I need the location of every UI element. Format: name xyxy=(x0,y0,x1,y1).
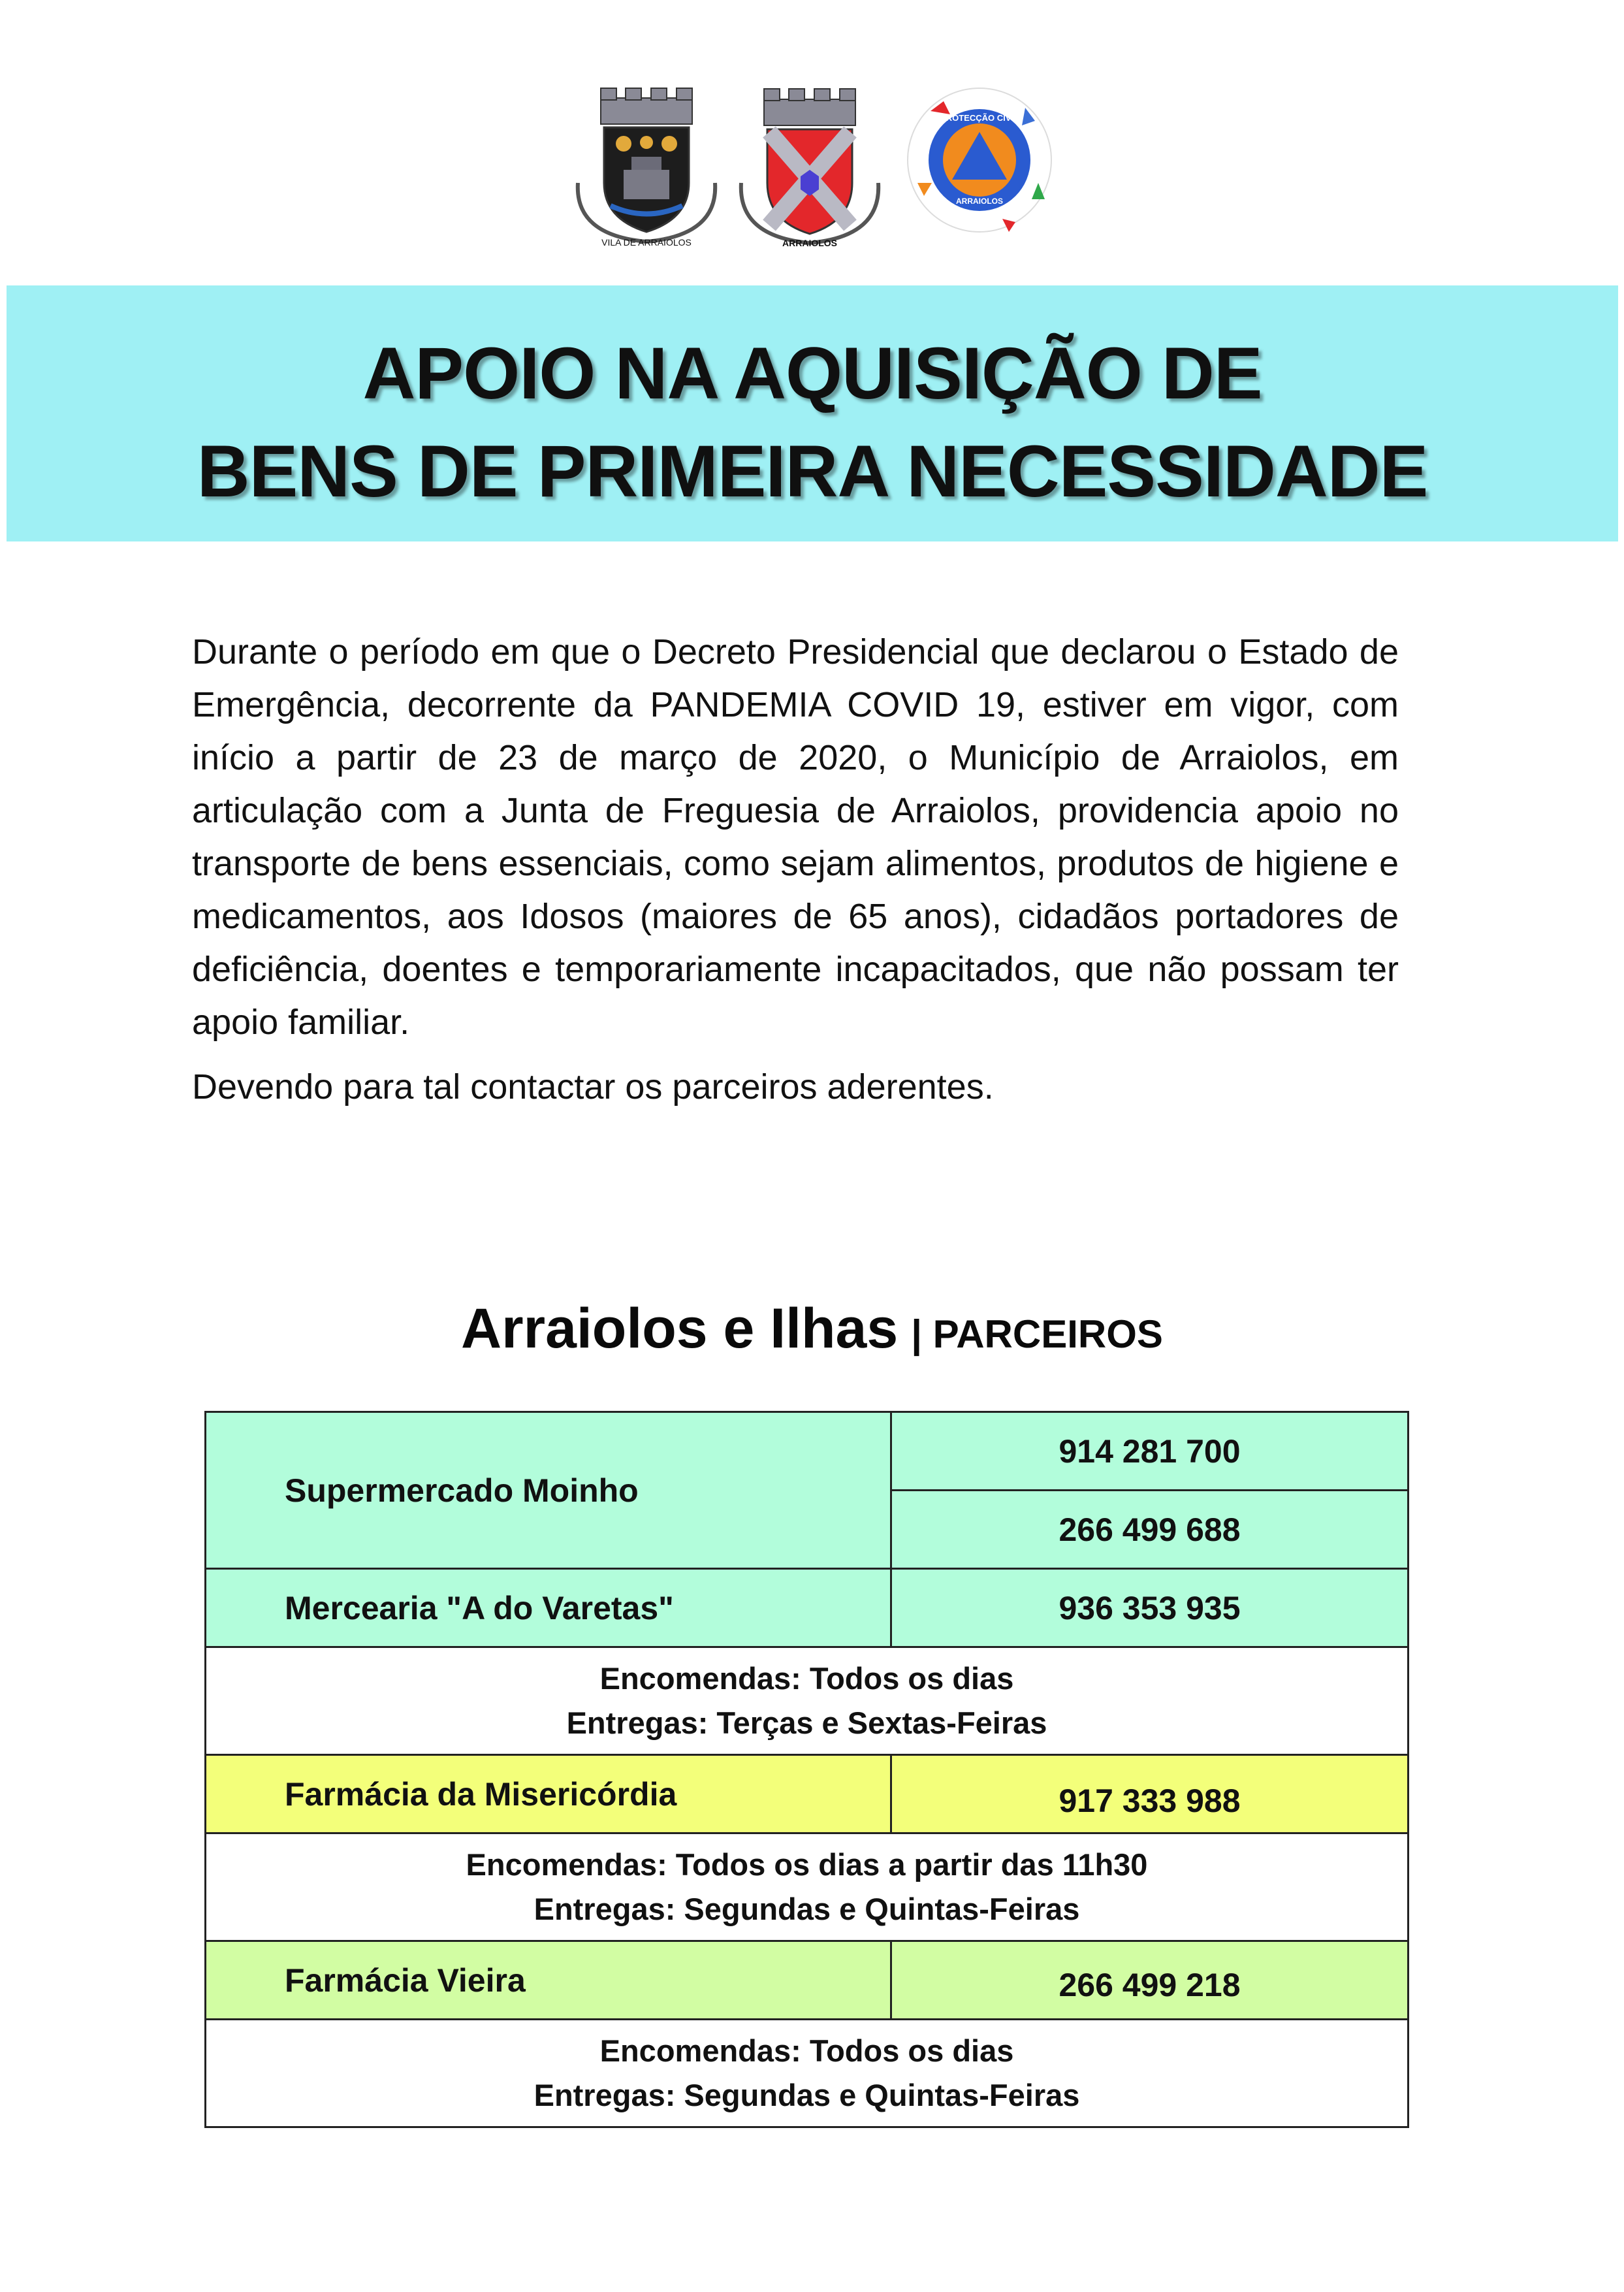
logo1-ribbon-text: VILA DE ARRAIOLOS xyxy=(601,237,692,248)
partner-name-supermercado-moinho: Supermercado Moinho xyxy=(204,1411,892,1570)
deliveries-info-1: Entregas: Terças e Sextas-Feiras xyxy=(566,1705,1047,1740)
section-subtitle: | PARCEIROS xyxy=(911,1312,1163,1356)
deliveries-info-3: Entregas: Segundas e Quintas-Feiras xyxy=(533,2078,1080,2112)
banner-title-line-1: APOIO NA AQUISIÇÃO DE xyxy=(362,332,1262,414)
logo3-bottom-text: ARRAIOLOS xyxy=(956,197,1003,206)
banner-title-line-2: BENS DE PRIMEIRA NECESSIDADE xyxy=(197,430,1428,512)
order-delivery-info-1 xyxy=(204,1646,1409,1756)
phone-supermercado-moinho-1: 914 281 700 xyxy=(890,1411,1409,1491)
orders-info-1: Encomendas: Todos os dias xyxy=(599,1661,1014,1696)
partners-table xyxy=(204,1411,1409,2129)
body-paragraph-2: Devendo para tal contactar os parceiros aderentes. xyxy=(192,1067,994,1106)
arraiolos-municipality-coat-of-arms-logo xyxy=(731,85,888,248)
title-banner xyxy=(7,285,1618,541)
section-title: Arraiolos e Ilhas xyxy=(461,1297,899,1360)
logo3-top-text: PROTECÇÃO CIVIL xyxy=(940,113,1019,123)
partner-name-farmacia-misericordia: Farmácia da Misericórdia xyxy=(204,1754,892,1834)
phone-farmacia-misericordia: 917 333 988 xyxy=(890,1754,1409,1834)
phone-mercearia-a-do-varetas: 936 353 935 xyxy=(890,1568,1409,1648)
proteccao-civil-logo xyxy=(904,85,1055,235)
phone-farmacia-vieira: 266 499 218 xyxy=(890,1940,1409,2020)
orders-info-3: Encomendas: Todos os dias xyxy=(599,2033,1014,2068)
section-heading xyxy=(0,1297,1624,1361)
vila-arraiolos-coat-of-arms-logo xyxy=(571,85,722,248)
logo2-ribbon-text: ARRAIOLOS xyxy=(782,238,837,248)
partner-name-mercearia-a-do-varetas: Mercearia "A do Varetas" xyxy=(204,1568,892,1648)
order-delivery-info-3 xyxy=(204,2018,1409,2128)
orders-info-2: Encomendas: Todos os dias a partir das 11h30 xyxy=(466,1847,1148,1882)
logo-row xyxy=(0,85,1624,248)
deliveries-info-2: Entregas: Segundas e Quintas-Feiras xyxy=(533,1892,1080,1926)
body-text xyxy=(192,626,1399,1114)
partner-name-farmacia-vieira: Farmácia Vieira xyxy=(204,1940,892,2020)
order-delivery-info-2 xyxy=(204,1832,1409,1942)
phone-supermercado-moinho-2: 266 499 688 xyxy=(890,1489,1409,1570)
body-paragraph-1: Durante o período em que o Decreto Presidencial que declarou o Estado de Emergência, decorrente da PANDEMIA COVID 19, estiver em vigor, com início a partir de 23 de março de 2020, o Município de Arraiolos, em articulação com a Junta de Freguesia de Arraiolos, providencia apoio no transporte de bens essenciais, como sejam alimentos, produtos de higiene e medicamentos, aos Idosos (maiores de 65 anos), cidadãos portadores de deficiência, doentes e temporariamente incapacitados, que não possam ter apoio familiar. xyxy=(192,632,1399,1042)
